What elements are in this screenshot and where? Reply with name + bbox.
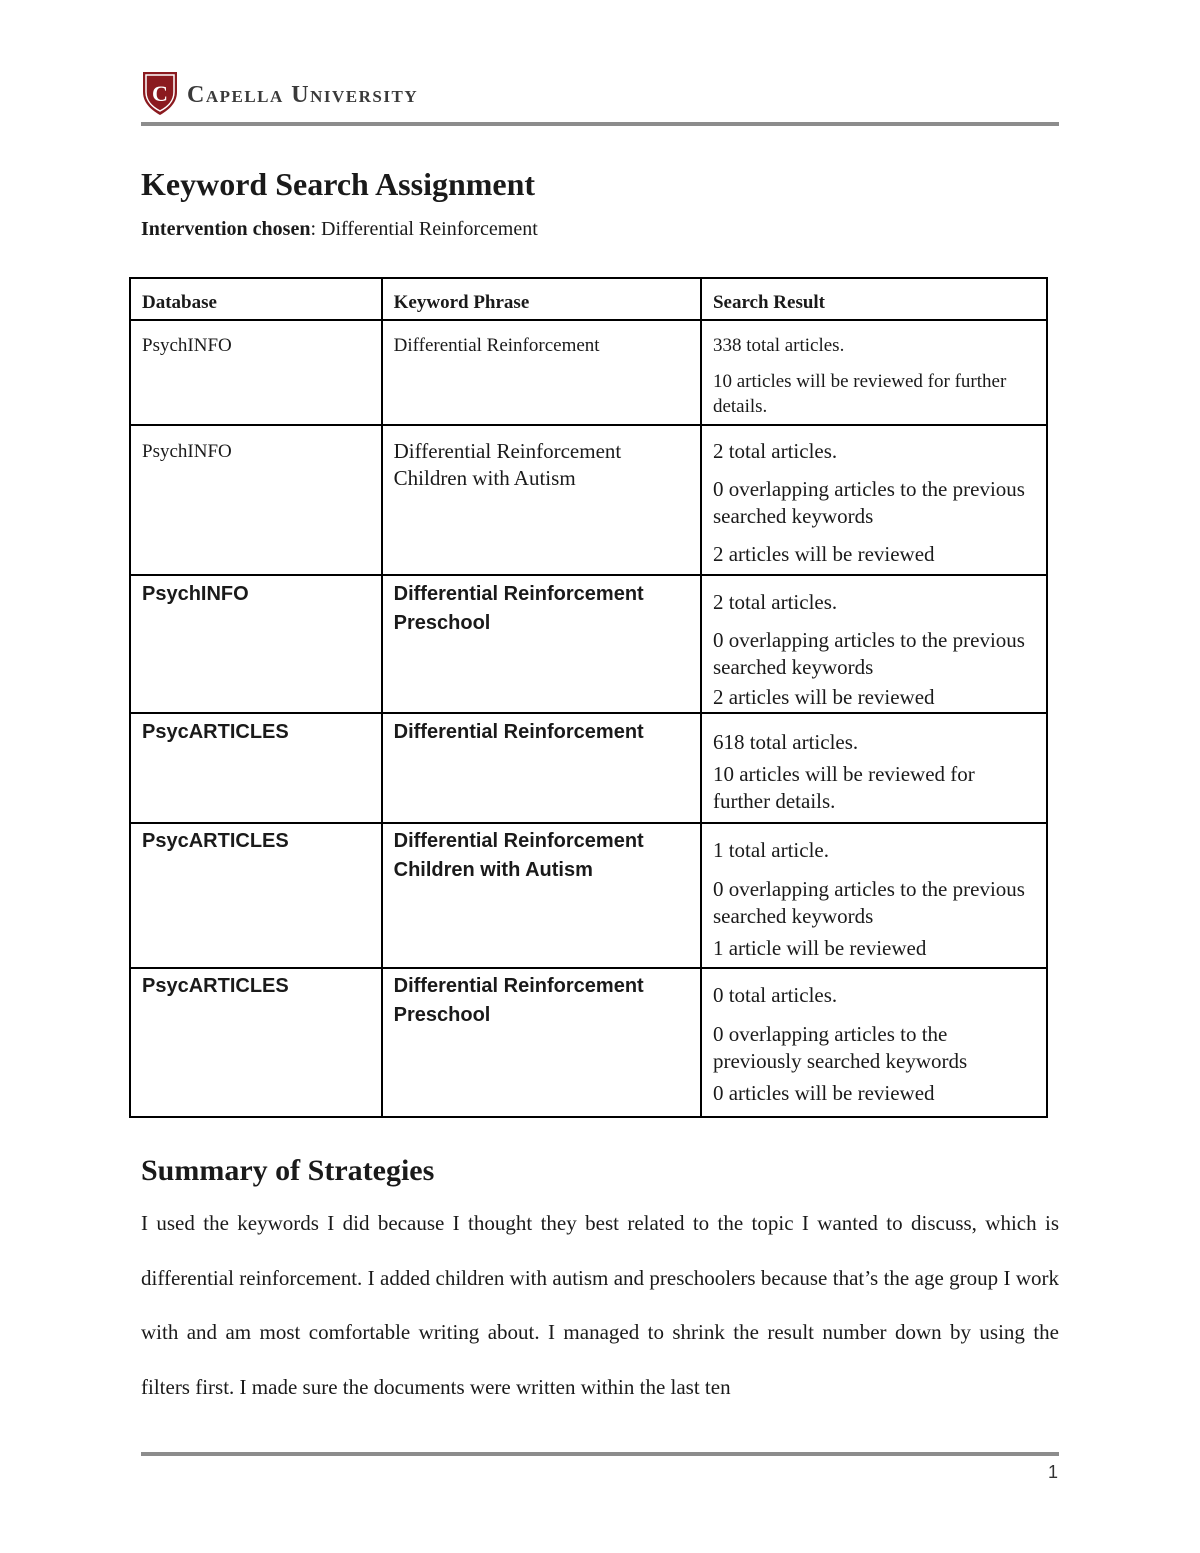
header-keyword-phrase: Keyword Phrase: [382, 278, 701, 320]
result-line: 618 total articles.: [712, 730, 859, 754]
table-row: [130, 968, 1047, 1117]
summary-heading: Summary of Strategies: [141, 1154, 435, 1187]
keyword-line: Differential Reinforcement: [393, 830, 644, 852]
intervention-line: [141, 218, 538, 241]
cell-database: PsychINFO: [130, 425, 382, 575]
cell-keyword: [382, 823, 701, 968]
svg-text:C: C: [152, 81, 168, 106]
result-line: 10 articles will be reviewed for further details.: [712, 762, 975, 813]
table-row: [130, 425, 1047, 575]
result-line: 0 overlapping articles to the previous searched keywords: [712, 628, 1025, 679]
keyword-line: Differential Reinforcement: [393, 721, 644, 743]
result-line: 1 article will be reviewed: [712, 936, 927, 960]
keyword-line: Preschool: [393, 612, 491, 634]
result-line: 0 overlapping articles to the previously searched keywords: [712, 1022, 968, 1073]
intervention-label: Intervention chosen: [141, 218, 311, 240]
result-line: 0 overlapping articles to the previous searched keywords: [712, 877, 1025, 928]
capella-wordmark: Capella University: [187, 82, 419, 108]
cell-keyword: [382, 713, 701, 823]
result-line: 10 articles will be reviewed for further details.: [712, 371, 1007, 417]
footer-divider: [141, 1452, 1059, 1456]
table-row: [130, 575, 1047, 713]
result-line: 0 articles will be reviewed: [712, 1081, 935, 1105]
intervention-value: : Differential Reinforcement: [310, 218, 538, 240]
cell-result: [701, 425, 1047, 575]
result-line: 2 articles will be reviewed: [712, 685, 935, 709]
header-search-result: Search Result: [701, 278, 1047, 320]
keyword-line: Differential Reinforcement: [393, 439, 622, 463]
summary-body: I used the keywords I did because I thought they best related to the topic I wanted to discuss, which is differential reinforcement. I added children with autism and preschoolers because that’s the age group I work with and am most comfortable writing about. I managed to shrink the result number down by using the filters first. I made sure the documents were written within the last ten: [141, 1211, 1059, 1399]
keyword-search-table: [129, 277, 1048, 1118]
keyword-line: Preschool: [393, 1004, 491, 1026]
page-number: 1: [1047, 1462, 1058, 1482]
cell-database: PsycARTICLES: [130, 823, 382, 968]
cell-keyword: [382, 425, 701, 575]
keyword-line: Children with Autism: [393, 466, 576, 490]
header-database: Database: [130, 278, 382, 320]
table-row: [130, 713, 1047, 823]
cell-result: [701, 968, 1047, 1117]
cell-keyword: [382, 575, 701, 713]
cell-database: PsychINFO: [130, 320, 382, 425]
cell-database: PsycARTICLES: [130, 713, 382, 823]
keyword-line: Differential Reinforcement: [393, 583, 644, 605]
cell-database: PsycARTICLES: [130, 968, 382, 1117]
cell-result: [701, 713, 1047, 823]
document-title: Keyword Search Assignment: [141, 166, 536, 202]
table-header-row: [130, 278, 1047, 320]
result-line: 1 total article.: [712, 838, 829, 862]
capella-crest-logo: [141, 70, 179, 116]
cell-result: [701, 575, 1047, 713]
result-line: 2 total articles.: [712, 439, 838, 463]
cell-database: PsychINFO: [130, 575, 382, 713]
result-line: 0 total articles.: [712, 983, 838, 1007]
result-line: 338 total articles.: [712, 335, 845, 356]
page-header: [141, 70, 1059, 126]
keyword-line: Differential Reinforcement: [393, 335, 600, 356]
keyword-line: Differential Reinforcement: [393, 975, 644, 997]
table-row: [130, 320, 1047, 425]
table-row: [130, 823, 1047, 968]
cell-result: [701, 320, 1047, 425]
cell-keyword: [382, 968, 701, 1117]
cell-keyword: [382, 320, 701, 425]
cell-result: [701, 823, 1047, 968]
result-line: 2 total articles.: [712, 590, 838, 614]
keyword-line: Children with Autism: [393, 859, 593, 881]
result-line: 0 overlapping articles to the previous searched keywords: [712, 477, 1025, 528]
result-line: 2 articles will be reviewed: [712, 542, 935, 566]
header-divider: [141, 122, 1059, 126]
